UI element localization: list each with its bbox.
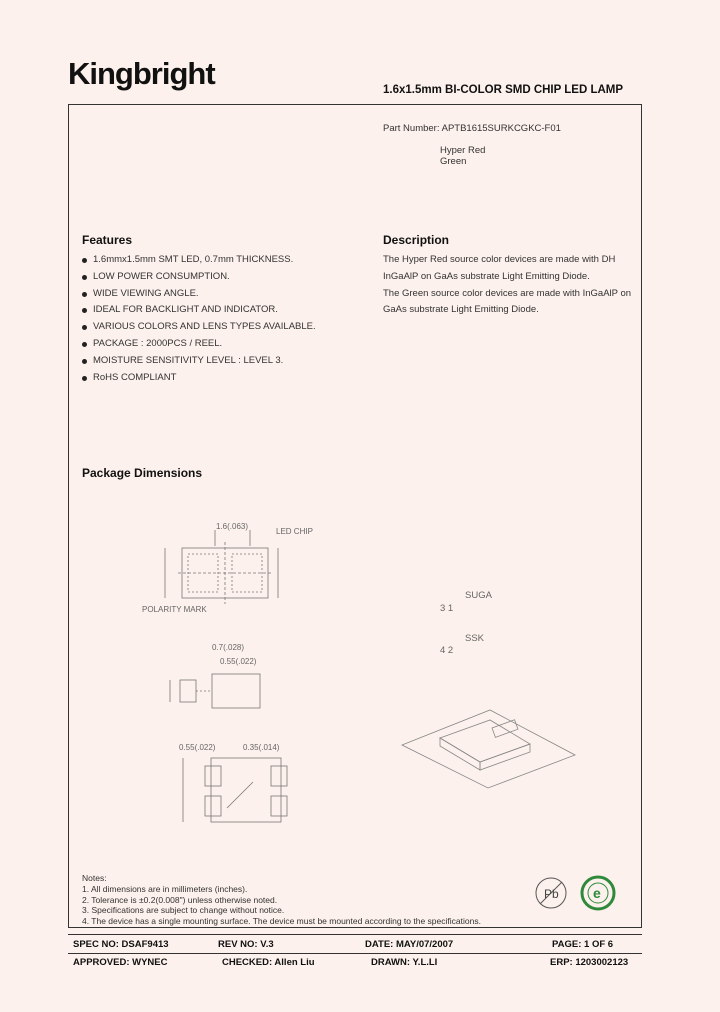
- description-line: The Green source color devices are made with InGaAlP on: [383, 287, 632, 299]
- feature-item: LOW POWER CONSUMPTION.: [82, 269, 316, 286]
- rohs-icon: [582, 877, 614, 909]
- pb-text: Pb: [544, 887, 559, 901]
- compliance-badges: [532, 874, 622, 912]
- notes-heading: Notes:: [82, 873, 107, 883]
- bullet-icon: [82, 258, 87, 263]
- led-chip-label: LED CHIP: [276, 527, 313, 536]
- bullet-icon: [82, 342, 87, 347]
- document-title: 1.6x1.5mm BI-COLOR SMD CHIP LED LAMP: [383, 84, 624, 96]
- side-dim1-label: 0.7(.028): [212, 643, 245, 652]
- description-body: [383, 252, 643, 319]
- drawn-by: DRAWN: Y.L.LI: [371, 957, 438, 968]
- suga-label: SUGA: [465, 590, 492, 601]
- rev-no: REV NO: V.3: [218, 939, 274, 950]
- side-view-drawing: [160, 636, 300, 726]
- checked-by: CHECKED: Allen Liu: [222, 957, 315, 968]
- bullet-icon: [82, 325, 87, 330]
- footer-rule-top: [68, 934, 642, 935]
- spec-no: SPEC NO: DSAF9413: [73, 939, 169, 950]
- content-frame: [68, 104, 642, 928]
- note-line: 3. Specifications are subject to change without notice.: [82, 905, 285, 916]
- bullet-icon: [82, 376, 87, 381]
- bullet-icon: [82, 308, 87, 313]
- description-line: GaAs substrate Light Emitting Diode.: [383, 304, 539, 316]
- note-line: 4. The device has a single mounting surface. The device must be mounted according to the specifications.: [82, 916, 481, 927]
- note-line: 1. All dimensions are in millimeters (inches).: [82, 883, 248, 894]
- feature-item: RoHS COMPLIANT: [82, 370, 316, 387]
- top-view-drawing: [130, 520, 330, 620]
- ssk-pins-label: 4 2: [440, 645, 454, 656]
- color-green: Green: [440, 156, 467, 167]
- lead-free-icon: [536, 878, 566, 908]
- pad-view-drawing: [175, 738, 315, 828]
- feature-item: MOISTURE SENSITIVITY LEVEL : LEVEL 3.: [82, 353, 316, 370]
- bullet-icon: [82, 275, 87, 280]
- feature-item: PACKAGE : 2000PCS / REEL.: [82, 336, 316, 353]
- polarity-mark-label: POLARITY MARK: [142, 605, 207, 614]
- color-hyper-red: Hyper Red: [440, 145, 486, 156]
- side-dim2-label: 0.55(.022): [220, 657, 257, 666]
- isometric-drawing: [400, 700, 580, 790]
- description-line: The Hyper Red source color devices are made with DH: [383, 254, 616, 265]
- feature-item: 1.6mmx1.5mm SMT LED, 0.7mm THICKNESS.: [82, 252, 316, 269]
- page-number: PAGE: 1 OF 6: [552, 939, 614, 950]
- package-dimensions-heading: Package Dimensions: [82, 466, 203, 480]
- date: DATE: MAY/07/2007: [365, 939, 454, 950]
- feature-item: IDEAL FOR BACKLIGHT AND INDICATOR.: [82, 302, 316, 319]
- description-line: InGaAlP on GaAs substrate Light Emitting Diode.: [383, 270, 590, 282]
- pad-dim2-label: 0.35(.014): [243, 743, 280, 752]
- ssk-label: SSK: [465, 633, 485, 644]
- erp-number: ERP: 1203002123: [550, 957, 629, 968]
- features-list: [82, 252, 316, 386]
- kingbright-logo: Kingbright: [68, 56, 215, 91]
- description-heading: Description: [383, 233, 450, 247]
- feature-item: WIDE VIEWING ANGLE.: [82, 286, 316, 303]
- note-line: 2. Tolerance is ±0.2(0.008") unless otherwise noted.: [82, 894, 278, 905]
- bullet-icon: [82, 359, 87, 364]
- footer-rule-mid: [68, 953, 642, 954]
- pad-dim1-label: 0.55(.022): [179, 743, 216, 752]
- part-number: Part Number: APTB1615SURKCGKC-F01: [383, 123, 561, 134]
- top-dim-label: 1.6(.063): [216, 522, 249, 531]
- rohs-text: e: [593, 885, 601, 901]
- suga-pins-label: 3 1: [440, 603, 454, 614]
- bullet-icon: [82, 292, 87, 297]
- features-heading: Features: [82, 233, 133, 247]
- notes-block: [82, 873, 481, 927]
- approved-by: APPROVED: WYNEC: [73, 957, 168, 968]
- feature-item: VARIOUS COLORS AND LENS TYPES AVAILABLE.: [82, 319, 316, 336]
